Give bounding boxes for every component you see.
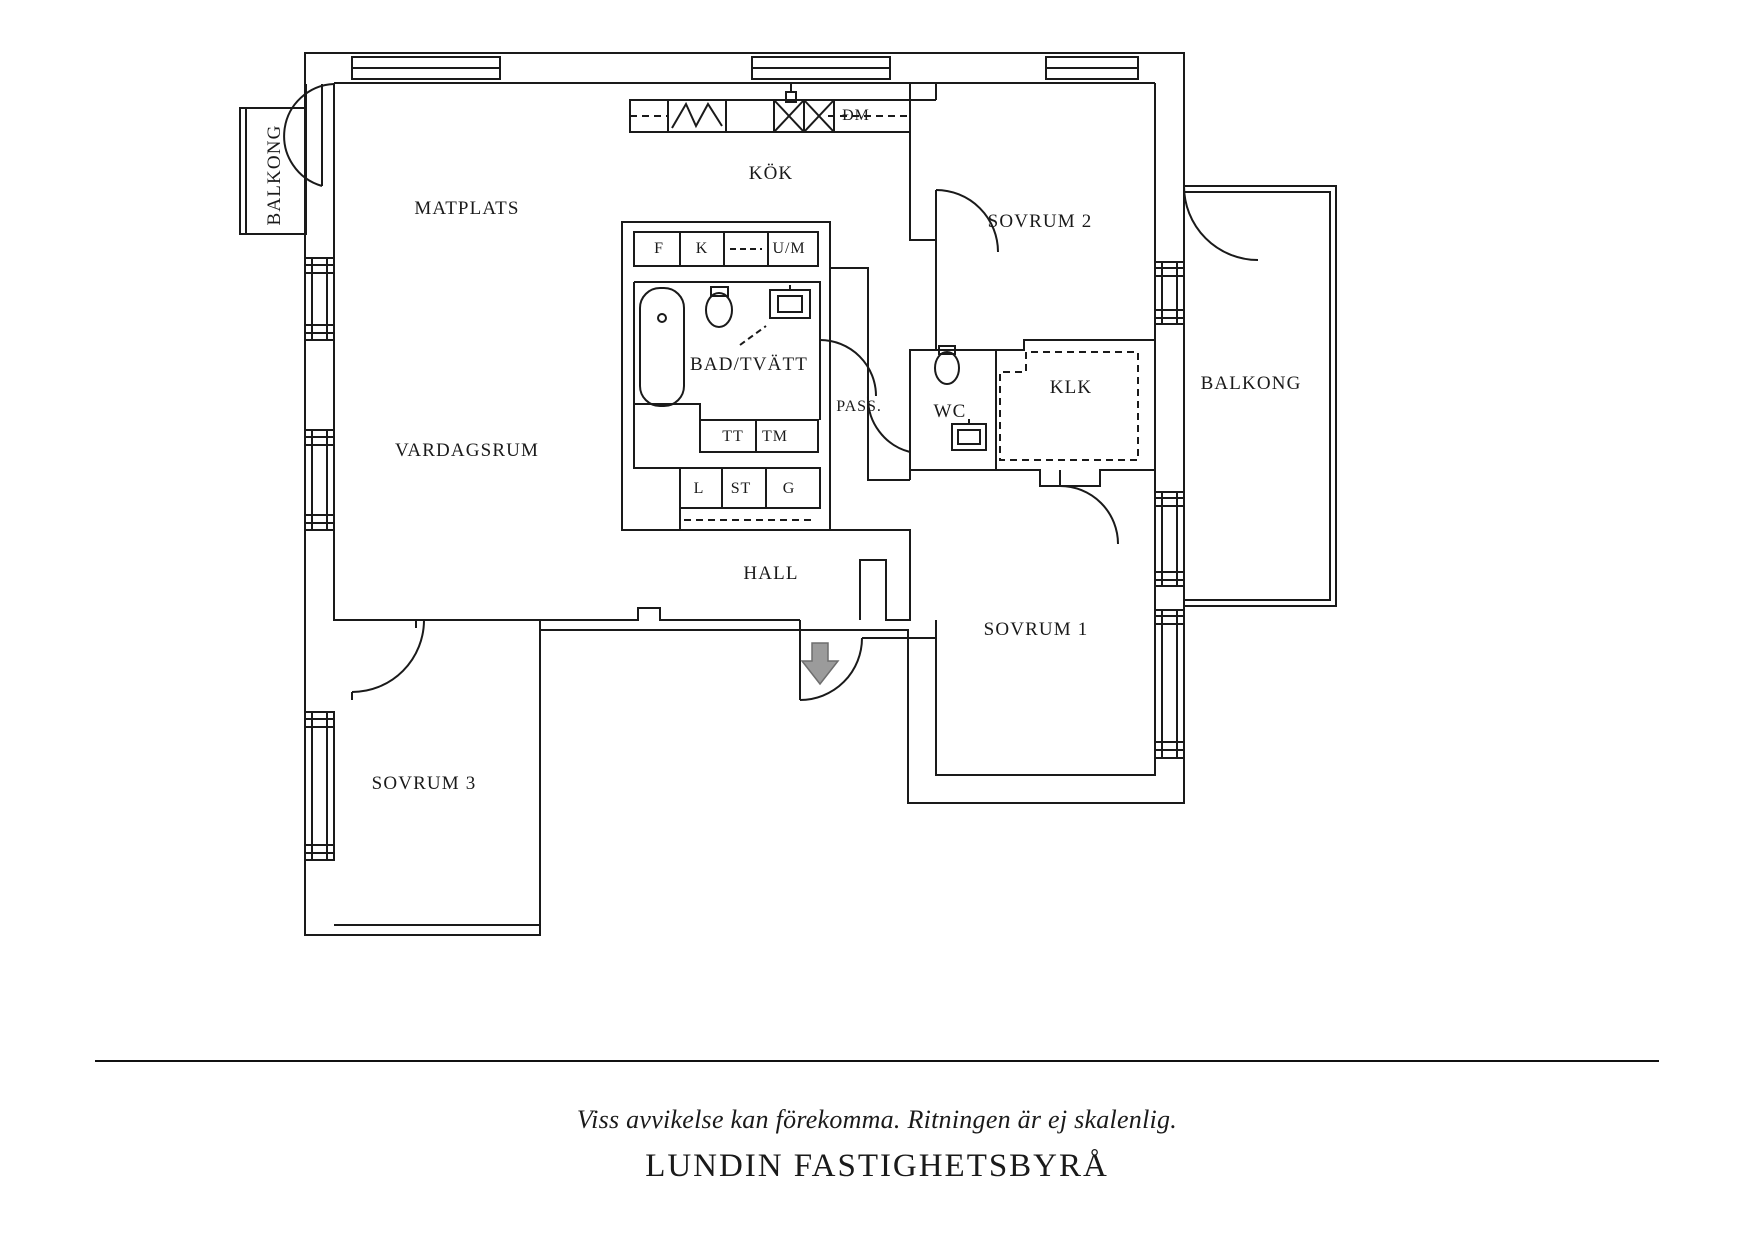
room-label-kok: KÖK <box>748 163 794 184</box>
appliance-label-dm: ĐM <box>842 107 870 124</box>
footer-disclaimer: Viss avvikelse kan förekomma. Ritningen är ej skalenlig. <box>576 1105 1178 1134</box>
appliance-label-um: U/M <box>772 240 806 257</box>
room-label-klk: KLK <box>1049 377 1093 398</box>
footer-divider <box>95 1060 1659 1062</box>
room-label-wc: WC <box>933 401 967 422</box>
appliance-label-k: K <box>695 240 709 257</box>
room-label-matplats: MATPLATS <box>414 198 520 219</box>
appliance-label-st: ST <box>730 480 752 497</box>
room-label-pass: PASS. <box>836 398 882 415</box>
appliance-label-l: L <box>693 480 705 497</box>
room-label-vardagsrum: VARDAGSRUM <box>394 440 540 461</box>
appliance-label-tt: TT <box>722 428 744 445</box>
room-label-balkong-left: BALKONG <box>264 124 285 226</box>
room-label-balkong-right: BALKONG <box>1200 373 1302 394</box>
footer-company-name: LUNDIN FASTIGHETSBYRÅ <box>645 1148 1109 1184</box>
appliance-label-g: G <box>782 480 796 497</box>
room-label-hall: HALL <box>743 563 799 584</box>
room-label-sovrum-1: SOVRUM 1 <box>983 619 1089 640</box>
appliance-label-f: F <box>654 240 664 257</box>
room-label-sovrum-2: SOVRUM 2 <box>987 211 1093 232</box>
room-label-bad-tvatt: BAD/TVÄTT <box>690 354 808 375</box>
appliance-label-tm: TM <box>762 428 788 445</box>
room-label-sovrum-3: SOVRUM 3 <box>371 773 477 794</box>
